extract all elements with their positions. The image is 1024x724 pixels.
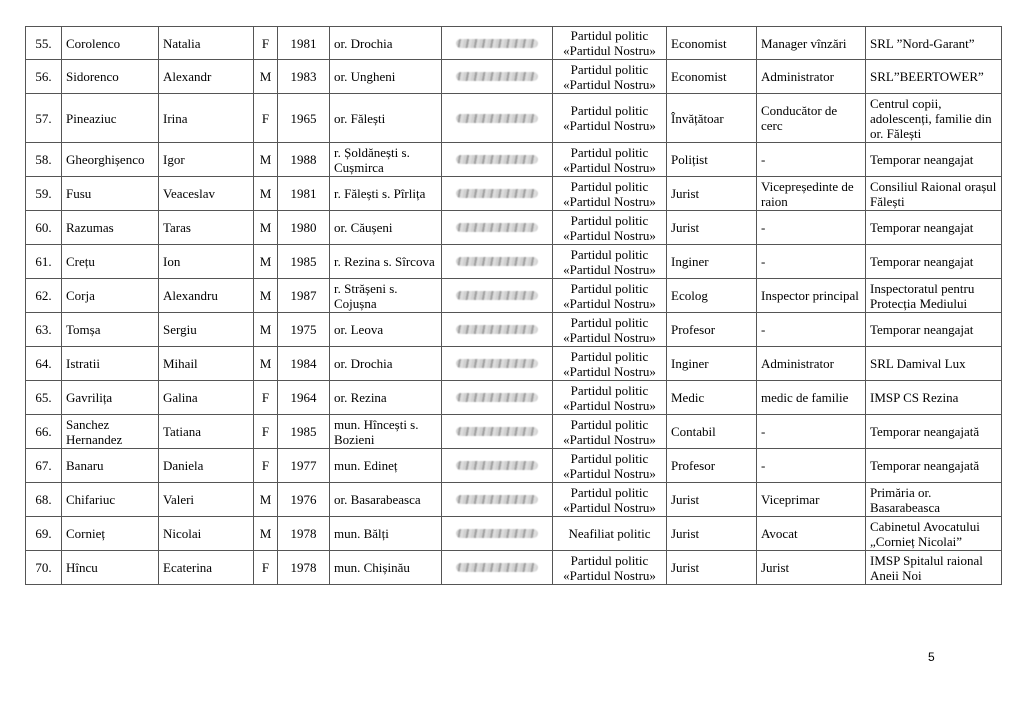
locality-cell: or. Leova	[330, 313, 442, 347]
workplace-cell: Temporar neangajat	[866, 211, 1002, 245]
birth-year-cell: 1976	[278, 483, 330, 517]
gender-cell: F	[254, 381, 278, 415]
table-row	[26, 517, 1002, 551]
gender-cell: M	[254, 347, 278, 381]
table-row	[26, 347, 1002, 381]
redaction-smudge	[456, 461, 538, 470]
redaction-smudge	[456, 529, 538, 538]
row-number: 69.	[26, 517, 62, 551]
first-name-cell: Valeri	[159, 483, 254, 517]
locality-cell: or. Fălești	[330, 94, 442, 143]
function-cell: Manager vînzări	[757, 27, 866, 60]
gender-cell: M	[254, 313, 278, 347]
profession-cell: Contabil	[667, 415, 757, 449]
gender-cell: M	[254, 143, 278, 177]
profession-cell: Jurist	[667, 483, 757, 517]
redaction-smudge	[456, 393, 538, 402]
first-name-cell: Sergiu	[159, 313, 254, 347]
party-cell: Partidul politic «Partidul Nostru»	[553, 245, 667, 279]
redacted-cell	[442, 415, 553, 449]
redaction-smudge	[456, 114, 538, 123]
profession-cell: Ecolog	[667, 279, 757, 313]
table-row	[26, 245, 1002, 279]
redaction-smudge	[456, 291, 538, 300]
surname-cell: Corja	[62, 279, 159, 313]
redaction-smudge	[456, 359, 538, 368]
function-cell: Avocat	[757, 517, 866, 551]
surname-cell: Gavrilița	[62, 381, 159, 415]
workplace-cell: Temporar neangajat	[866, 313, 1002, 347]
workplace-cell: Cabinetul Avocatului „Cornieț Nicolai”	[866, 517, 1002, 551]
function-cell: Vicepreședinte de raion	[757, 177, 866, 211]
locality-cell: or. Drochia	[330, 27, 442, 60]
table-row	[26, 177, 1002, 211]
party-cell: Partidul politic «Partidul Nostru»	[553, 60, 667, 94]
gender-cell: F	[254, 27, 278, 60]
row-number: 59.	[26, 177, 62, 211]
profession-cell: Profesor	[667, 449, 757, 483]
surname-cell: Razumas	[62, 211, 159, 245]
workplace-cell: SRL ”Nord-Garant”	[866, 27, 1002, 60]
first-name-cell: Taras	[159, 211, 254, 245]
first-name-cell: Mihail	[159, 347, 254, 381]
locality-cell: or. Căușeni	[330, 211, 442, 245]
redacted-cell	[442, 245, 553, 279]
party-cell: Partidul politic «Partidul Nostru»	[553, 415, 667, 449]
gender-cell: F	[254, 94, 278, 143]
first-name-cell: Irina	[159, 94, 254, 143]
table-row	[26, 551, 1002, 585]
party-cell: Neafiliat politic	[553, 517, 667, 551]
surname-cell: Sidorenco	[62, 60, 159, 94]
redacted-cell	[442, 143, 553, 177]
row-number: 55.	[26, 27, 62, 60]
profession-cell: Jurist	[667, 211, 757, 245]
surname-cell: Istratii	[62, 347, 159, 381]
redaction-smudge	[456, 155, 538, 164]
surname-cell: Chifariuc	[62, 483, 159, 517]
surname-cell: Crețu	[62, 245, 159, 279]
profession-cell: Inginer	[667, 347, 757, 381]
table-row	[26, 313, 1002, 347]
workplace-cell: Inspectoratul pentru Protecția Mediului	[866, 279, 1002, 313]
function-cell: -	[757, 211, 866, 245]
birth-year-cell: 1988	[278, 143, 330, 177]
first-name-cell: Tatiana	[159, 415, 254, 449]
party-cell: Partidul politic «Partidul Nostru»	[553, 143, 667, 177]
table-body	[26, 27, 1002, 585]
function-cell: Inspector principal	[757, 279, 866, 313]
profession-cell: Profesor	[667, 313, 757, 347]
redaction-smudge	[456, 325, 538, 334]
birth-year-cell: 1985	[278, 245, 330, 279]
workplace-cell: SRL Damival Lux	[866, 347, 1002, 381]
surname-cell: Corolenco	[62, 27, 159, 60]
row-number: 61.	[26, 245, 62, 279]
row-number: 60.	[26, 211, 62, 245]
birth-year-cell: 1965	[278, 94, 330, 143]
function-cell: -	[757, 415, 866, 449]
first-name-cell: Ecaterina	[159, 551, 254, 585]
workplace-cell: Temporar neangajată	[866, 449, 1002, 483]
table-row	[26, 211, 1002, 245]
redacted-cell	[442, 60, 553, 94]
party-cell: Partidul politic «Partidul Nostru»	[553, 347, 667, 381]
redaction-smudge	[456, 563, 538, 572]
locality-cell: mun. Hîncești s. Bozieni	[330, 415, 442, 449]
birth-year-cell: 1984	[278, 347, 330, 381]
workplace-cell: Centrul copii, adolescenți, familie din or. Fălești	[866, 94, 1002, 143]
party-cell: Partidul politic «Partidul Nostru»	[553, 449, 667, 483]
gender-cell: F	[254, 551, 278, 585]
redaction-smudge	[456, 39, 538, 48]
surname-cell: Tomșa	[62, 313, 159, 347]
redaction-smudge	[456, 223, 538, 232]
table-row	[26, 279, 1002, 313]
party-cell: Partidul politic «Partidul Nostru»	[553, 381, 667, 415]
party-cell: Partidul politic «Partidul Nostru»	[553, 551, 667, 585]
first-name-cell: Nicolai	[159, 517, 254, 551]
gender-cell: M	[254, 245, 278, 279]
table-row	[26, 143, 1002, 177]
profession-cell: Învățătoar	[667, 94, 757, 143]
party-cell: Partidul politic «Partidul Nostru»	[553, 94, 667, 143]
function-cell: Jurist	[757, 551, 866, 585]
redaction-smudge	[456, 189, 538, 198]
party-cell: Partidul politic «Partidul Nostru»	[553, 279, 667, 313]
locality-cell: r. Strășeni s. Cojușna	[330, 279, 442, 313]
first-name-cell: Natalia	[159, 27, 254, 60]
table-row	[26, 415, 1002, 449]
locality-cell: or. Basarabeasca	[330, 483, 442, 517]
first-name-cell: Igor	[159, 143, 254, 177]
workplace-cell: IMSP Spitalul raional Aneii Noi	[866, 551, 1002, 585]
first-name-cell: Veaceslav	[159, 177, 254, 211]
locality-cell: mun. Bălți	[330, 517, 442, 551]
row-number: 68.	[26, 483, 62, 517]
workplace-cell: Consiliul Raional orașul Fălești	[866, 177, 1002, 211]
birth-year-cell: 1975	[278, 313, 330, 347]
row-number: 58.	[26, 143, 62, 177]
locality-cell: or. Ungheni	[330, 60, 442, 94]
birth-year-cell: 1983	[278, 60, 330, 94]
function-cell: -	[757, 143, 866, 177]
profession-cell: Jurist	[667, 517, 757, 551]
row-number: 64.	[26, 347, 62, 381]
candidate-table	[25, 26, 1002, 585]
first-name-cell: Daniela	[159, 449, 254, 483]
gender-cell: M	[254, 483, 278, 517]
workplace-cell: Temporar neangajat	[866, 143, 1002, 177]
redacted-cell	[442, 517, 553, 551]
gender-cell: M	[254, 211, 278, 245]
workplace-cell: IMSP CS Rezina	[866, 381, 1002, 415]
row-number: 62.	[26, 279, 62, 313]
first-name-cell: Galina	[159, 381, 254, 415]
redaction-smudge	[456, 427, 538, 436]
table-row	[26, 94, 1002, 143]
gender-cell: M	[254, 177, 278, 211]
redacted-cell	[442, 347, 553, 381]
function-cell: Administrator	[757, 60, 866, 94]
first-name-cell: Ion	[159, 245, 254, 279]
profession-cell: Polițist	[667, 143, 757, 177]
gender-cell: M	[254, 279, 278, 313]
birth-year-cell: 1985	[278, 415, 330, 449]
locality-cell: r. Șoldănești s. Cușmirca	[330, 143, 442, 177]
birth-year-cell: 1977	[278, 449, 330, 483]
function-cell: -	[757, 449, 866, 483]
locality-cell: or. Rezina	[330, 381, 442, 415]
profession-cell: Medic	[667, 381, 757, 415]
birth-year-cell: 1964	[278, 381, 330, 415]
table-row	[26, 381, 1002, 415]
row-number: 63.	[26, 313, 62, 347]
gender-cell: M	[254, 517, 278, 551]
page-number: 5	[928, 650, 935, 664]
birth-year-cell: 1987	[278, 279, 330, 313]
birth-year-cell: 1978	[278, 517, 330, 551]
gender-cell: F	[254, 449, 278, 483]
surname-cell: Banaru	[62, 449, 159, 483]
table-row	[26, 483, 1002, 517]
redacted-cell	[442, 449, 553, 483]
surname-cell: Gheorghișenco	[62, 143, 159, 177]
row-number: 70.	[26, 551, 62, 585]
workplace-cell: SRL”BEERTOWER”	[866, 60, 1002, 94]
redacted-cell	[442, 313, 553, 347]
function-cell: Viceprimar	[757, 483, 866, 517]
workplace-cell: Temporar neangajată	[866, 415, 1002, 449]
function-cell: -	[757, 245, 866, 279]
surname-cell: Fusu	[62, 177, 159, 211]
party-cell: Partidul politic «Partidul Nostru»	[553, 483, 667, 517]
row-number: 67.	[26, 449, 62, 483]
redacted-cell	[442, 483, 553, 517]
locality-cell: or. Drochia	[330, 347, 442, 381]
birth-year-cell: 1980	[278, 211, 330, 245]
first-name-cell: Alexandru	[159, 279, 254, 313]
table-row	[26, 60, 1002, 94]
redaction-smudge	[456, 495, 538, 504]
party-cell: Partidul politic «Partidul Nostru»	[553, 211, 667, 245]
surname-cell: Hîncu	[62, 551, 159, 585]
redaction-smudge	[456, 72, 538, 81]
function-cell: medic de familie	[757, 381, 866, 415]
gender-cell: M	[254, 60, 278, 94]
workplace-cell: Primăria or. Basarabeasca	[866, 483, 1002, 517]
table-row	[26, 449, 1002, 483]
row-number: 66.	[26, 415, 62, 449]
row-number: 57.	[26, 94, 62, 143]
table-row	[26, 27, 1002, 60]
function-cell: -	[757, 313, 866, 347]
redaction-smudge	[456, 257, 538, 266]
redacted-cell	[442, 211, 553, 245]
party-cell: Partidul politic «Partidul Nostru»	[553, 313, 667, 347]
locality-cell: mun. Chișinău	[330, 551, 442, 585]
redacted-cell	[442, 551, 553, 585]
birth-year-cell: 1978	[278, 551, 330, 585]
surname-cell: Pineaziuc	[62, 94, 159, 143]
redacted-cell	[442, 381, 553, 415]
function-cell: Administrator	[757, 347, 866, 381]
row-number: 65.	[26, 381, 62, 415]
profession-cell: Jurist	[667, 177, 757, 211]
locality-cell: r. Rezina s. Sîrcova	[330, 245, 442, 279]
surname-cell: Cornieț	[62, 517, 159, 551]
birth-year-cell: 1981	[278, 177, 330, 211]
redacted-cell	[442, 27, 553, 60]
workplace-cell: Temporar neangajat	[866, 245, 1002, 279]
profession-cell: Economist	[667, 60, 757, 94]
surname-cell: Sanchez Hernandez	[62, 415, 159, 449]
first-name-cell: Alexandr	[159, 60, 254, 94]
party-cell: Partidul politic «Partidul Nostru»	[553, 177, 667, 211]
redacted-cell	[442, 279, 553, 313]
row-number: 56.	[26, 60, 62, 94]
locality-cell: r. Fălești s. Pîrlița	[330, 177, 442, 211]
gender-cell: F	[254, 415, 278, 449]
profession-cell: Economist	[667, 27, 757, 60]
birth-year-cell: 1981	[278, 27, 330, 60]
redacted-cell	[442, 177, 553, 211]
profession-cell: Jurist	[667, 551, 757, 585]
party-cell: Partidul politic «Partidul Nostru»	[553, 27, 667, 60]
function-cell: Conducător de cerc	[757, 94, 866, 143]
locality-cell: mun. Edineț	[330, 449, 442, 483]
profession-cell: Inginer	[667, 245, 757, 279]
redacted-cell	[442, 94, 553, 143]
